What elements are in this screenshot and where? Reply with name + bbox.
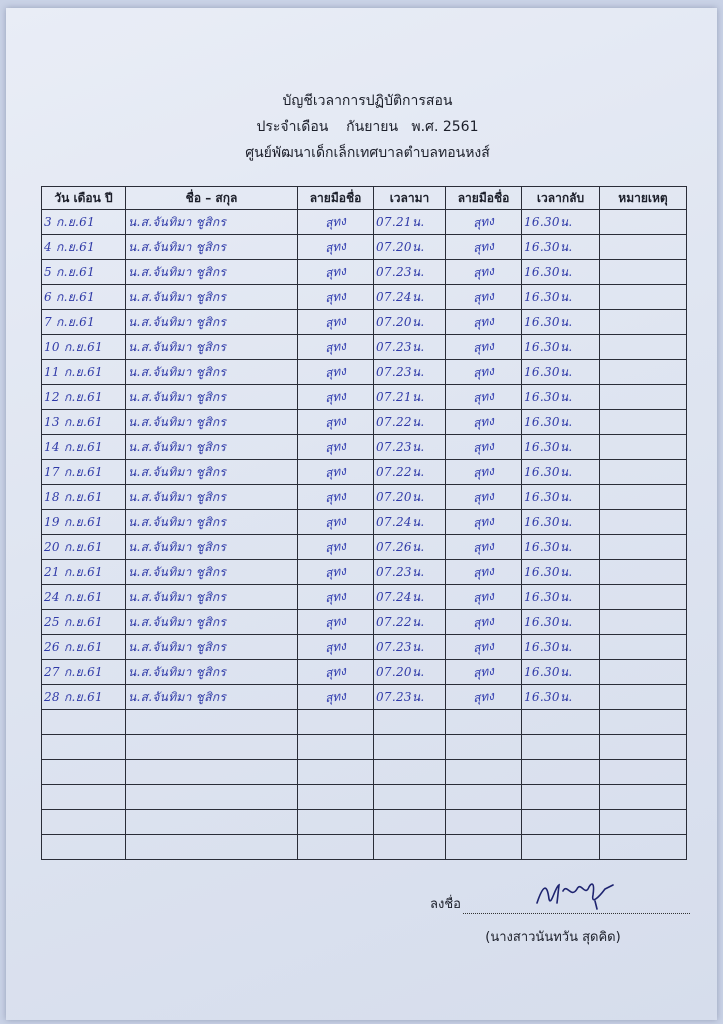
cell-date: 27 ก.ย.61 bbox=[42, 660, 126, 685]
cell-time-in: 07.20น. bbox=[374, 485, 446, 510]
cell-sig-out bbox=[446, 435, 522, 460]
attendance-rows bbox=[42, 210, 687, 860]
cell-time-in: 07.22น. bbox=[374, 610, 446, 635]
handwritten-signature: สุทง bbox=[472, 538, 495, 555]
cell-name: น.ส.จันทิมา ชูสิกร bbox=[126, 610, 298, 635]
cell-remarks bbox=[600, 535, 687, 560]
cell-sig-out bbox=[446, 335, 522, 360]
cell-sig-in bbox=[298, 585, 374, 610]
empty-cell bbox=[600, 835, 687, 860]
cell-time-out: 16.30น. bbox=[522, 410, 600, 435]
table-row-empty bbox=[42, 835, 687, 860]
cell-sig-out bbox=[446, 460, 522, 485]
cell-date: 14 ก.ย.61 bbox=[42, 435, 126, 460]
cell-sig-in bbox=[298, 335, 374, 360]
signature-dotted-line bbox=[463, 899, 690, 914]
cell-date: 19 ก.ย.61 bbox=[42, 510, 126, 535]
table-row-empty bbox=[42, 810, 687, 835]
cell-name: น.ส.จันทิมา ชูสิกร bbox=[126, 260, 298, 285]
empty-cell bbox=[126, 735, 298, 760]
handwritten-signature: สุทง bbox=[472, 338, 495, 355]
handwritten-signature bbox=[533, 877, 623, 911]
cell-name: น.ส.จันทิมา ชูสิกร bbox=[126, 385, 298, 410]
cell-time-in: 07.26น. bbox=[374, 535, 446, 560]
cell-sig-in bbox=[298, 360, 374, 385]
empty-cell bbox=[298, 735, 374, 760]
cell-name: น.ส.จันทิมา ชูสิกร bbox=[126, 410, 298, 435]
cell-sig-out bbox=[446, 585, 522, 610]
cell-time-out: 16.30น. bbox=[522, 385, 600, 410]
cell-date: 17 ก.ย.61 bbox=[42, 460, 126, 485]
empty-cell bbox=[600, 810, 687, 835]
cell-time-in: 07.22น. bbox=[374, 460, 446, 485]
cell-date: 6 ก.ย.61 bbox=[42, 285, 126, 310]
handwritten-signature: สุทง bbox=[324, 613, 347, 630]
empty-cell bbox=[374, 735, 446, 760]
cell-name: น.ส.จันทิมา ชูสิกร bbox=[126, 560, 298, 585]
cell-sig-in bbox=[298, 285, 374, 310]
handwritten-signature: สุทง bbox=[324, 313, 347, 330]
cell-time-in: 07.23น. bbox=[374, 560, 446, 585]
cell-sig-in bbox=[298, 685, 374, 710]
table-row bbox=[42, 560, 687, 585]
empty-cell bbox=[446, 835, 522, 860]
empty-cell bbox=[298, 710, 374, 735]
cell-name: น.ส.จันทิมา ชูสิกร bbox=[126, 510, 298, 535]
handwritten-signature: สุทง bbox=[324, 288, 347, 305]
cell-sig-out bbox=[446, 310, 522, 335]
cell-sig-in bbox=[298, 485, 374, 510]
empty-cell bbox=[126, 785, 298, 810]
table-row bbox=[42, 360, 687, 385]
cell-sig-out bbox=[446, 385, 522, 410]
empty-cell bbox=[42, 785, 126, 810]
cell-time-out: 16.30น. bbox=[522, 560, 600, 585]
cell-name: น.ส.จันทิมา ชูสิกร bbox=[126, 285, 298, 310]
cell-sig-out bbox=[446, 485, 522, 510]
cell-date: 3 ก.ย.61 bbox=[42, 210, 126, 235]
table-row bbox=[42, 385, 687, 410]
cell-time-out: 16.30น. bbox=[522, 310, 600, 335]
handwritten-signature: สุทง bbox=[324, 688, 347, 705]
cell-name: น.ส.จันทิมา ชูสิกร bbox=[126, 335, 298, 360]
cell-time-in: 07.24น. bbox=[374, 285, 446, 310]
handwritten-signature: สุทง bbox=[324, 488, 347, 505]
empty-cell bbox=[298, 785, 374, 810]
handwritten-signature: สุทง bbox=[324, 463, 347, 480]
handwritten-signature: สุทง bbox=[472, 313, 495, 330]
empty-cell bbox=[522, 785, 600, 810]
empty-cell bbox=[298, 760, 374, 785]
cell-time-in: 07.23น. bbox=[374, 335, 446, 360]
empty-cell bbox=[42, 760, 126, 785]
cell-time-out: 16.30น. bbox=[522, 635, 600, 660]
cell-sig-in bbox=[298, 310, 374, 335]
handwritten-signature: สุทง bbox=[472, 388, 495, 405]
sign-label: ลงชื่อ bbox=[430, 897, 461, 912]
document-sheet bbox=[6, 8, 717, 1020]
column-header-remarks: หมายเหตุ bbox=[600, 187, 687, 210]
cell-time-out: 16.30น. bbox=[522, 235, 600, 260]
cell-sig-in bbox=[298, 210, 374, 235]
empty-cell bbox=[600, 735, 687, 760]
handwritten-signature: สุทง bbox=[324, 513, 347, 530]
cell-sig-in bbox=[298, 660, 374, 685]
cell-time-out: 16.30น. bbox=[522, 485, 600, 510]
handwritten-signature: สุทง bbox=[472, 288, 495, 305]
empty-cell bbox=[446, 710, 522, 735]
empty-cell bbox=[42, 735, 126, 760]
empty-cell bbox=[42, 710, 126, 735]
handwritten-signature: สุทง bbox=[324, 438, 347, 455]
handwritten-signature: สุทง bbox=[472, 563, 495, 580]
cell-remarks bbox=[600, 210, 687, 235]
month-line: ประจำเดือน กันยายน พ.ศ. 2561 bbox=[256, 119, 479, 135]
cell-sig-out bbox=[446, 235, 522, 260]
column-header-name: ชื่อ – สกุล bbox=[126, 187, 298, 210]
cell-time-out: 16.30น. bbox=[522, 435, 600, 460]
cell-name: น.ส.จันทิมา ชูสิกร bbox=[126, 310, 298, 335]
cell-sig-out bbox=[446, 635, 522, 660]
cell-date: 7 ก.ย.61 bbox=[42, 310, 126, 335]
handwritten-signature: สุทง bbox=[472, 413, 495, 430]
cell-name: น.ส.จันทิมา ชูสิกร bbox=[126, 210, 298, 235]
cell-sig-in bbox=[298, 510, 374, 535]
empty-cell bbox=[446, 735, 522, 760]
cell-time-out: 16.30น. bbox=[522, 360, 600, 385]
table-row bbox=[42, 510, 687, 535]
column-header-signature-in: ลายมือชื่อ bbox=[298, 187, 374, 210]
table-row bbox=[42, 235, 687, 260]
cell-date: 21 ก.ย.61 bbox=[42, 560, 126, 585]
handwritten-signature: สุทง bbox=[324, 638, 347, 655]
cell-remarks bbox=[600, 660, 687, 685]
handwritten-signature: สุทง bbox=[324, 263, 347, 280]
cell-time-in: 07.20น. bbox=[374, 310, 446, 335]
cell-sig-in bbox=[298, 435, 374, 460]
handwritten-signature: สุทง bbox=[324, 563, 347, 580]
cell-time-in: 07.23น. bbox=[374, 635, 446, 660]
cell-date: 13 ก.ย.61 bbox=[42, 410, 126, 435]
cell-time-in: 07.24น. bbox=[374, 510, 446, 535]
cell-sig-in bbox=[298, 235, 374, 260]
empty-cell bbox=[374, 710, 446, 735]
cell-date: 24 ก.ย.61 bbox=[42, 585, 126, 610]
handwritten-signature: สุทง bbox=[324, 213, 347, 230]
cell-name: น.ส.จันทิมา ชูสิกร bbox=[126, 460, 298, 485]
handwritten-signature: สุทง bbox=[472, 663, 495, 680]
empty-cell bbox=[522, 760, 600, 785]
cell-remarks bbox=[600, 335, 687, 360]
cell-time-out: 16.30น. bbox=[522, 285, 600, 310]
handwritten-signature: สุทง bbox=[472, 638, 495, 655]
handwritten-signature: สุทง bbox=[324, 388, 347, 405]
cell-sig-out bbox=[446, 510, 522, 535]
handwritten-signature: สุทง bbox=[472, 238, 495, 255]
cell-time-in: 07.21น. bbox=[374, 210, 446, 235]
table-row-empty bbox=[42, 735, 687, 760]
cell-sig-out bbox=[446, 660, 522, 685]
cell-time-in: 07.23น. bbox=[374, 435, 446, 460]
cell-time-in: 07.21น. bbox=[374, 385, 446, 410]
empty-cell bbox=[600, 710, 687, 735]
table-row bbox=[42, 535, 687, 560]
cell-sig-in bbox=[298, 560, 374, 585]
table-row bbox=[42, 610, 687, 635]
cell-name: น.ส.จันทิมา ชูสิกร bbox=[126, 585, 298, 610]
empty-cell bbox=[446, 810, 522, 835]
cell-name: น.ส.จันทิมา ชูสิกร bbox=[126, 485, 298, 510]
cell-name: น.ส.จันทิมา ชูสิกร bbox=[126, 235, 298, 260]
cell-sig-out bbox=[446, 410, 522, 435]
table-row bbox=[42, 435, 687, 460]
cell-sig-out bbox=[446, 285, 522, 310]
table-row bbox=[42, 335, 687, 360]
cell-date: 28 ก.ย.61 bbox=[42, 685, 126, 710]
cell-sig-out bbox=[446, 610, 522, 635]
table-row bbox=[42, 460, 687, 485]
cell-remarks bbox=[600, 260, 687, 285]
cell-name: น.ส.จันทิมา ชูสิกร bbox=[126, 635, 298, 660]
cell-remarks bbox=[600, 235, 687, 260]
cell-remarks bbox=[600, 585, 687, 610]
table-row bbox=[42, 585, 687, 610]
handwritten-signature: สุทง bbox=[472, 213, 495, 230]
empty-cell bbox=[374, 835, 446, 860]
empty-cell bbox=[126, 760, 298, 785]
signer-name: (นางสาวนันทวัน สุดคิด) bbox=[485, 930, 621, 945]
empty-cell bbox=[522, 735, 600, 760]
cell-time-out: 16.30น. bbox=[522, 210, 600, 235]
empty-cell bbox=[522, 835, 600, 860]
cell-time-out: 16.30น. bbox=[522, 660, 600, 685]
cell-date: 25 ก.ย.61 bbox=[42, 610, 126, 635]
cell-time-out: 16.30น. bbox=[522, 460, 600, 485]
empty-cell bbox=[374, 760, 446, 785]
empty-cell bbox=[522, 710, 600, 735]
handwritten-signature: สุทง bbox=[324, 663, 347, 680]
table-row-empty bbox=[42, 760, 687, 785]
cell-time-in: 07.20น. bbox=[374, 235, 446, 260]
column-header-time-in: เวลามา bbox=[374, 187, 446, 210]
cell-remarks bbox=[600, 435, 687, 460]
column-header-date: วัน เดือน ปี bbox=[42, 187, 126, 210]
cell-sig-out bbox=[446, 535, 522, 560]
cell-remarks bbox=[600, 610, 687, 635]
cell-remarks bbox=[600, 460, 687, 485]
handwritten-signature: สุทง bbox=[472, 438, 495, 455]
signature-line bbox=[430, 893, 690, 914]
empty-cell bbox=[126, 810, 298, 835]
table-row bbox=[42, 310, 687, 335]
cell-date: 11 ก.ย.61 bbox=[42, 360, 126, 385]
cell-name: น.ส.จันทิมา ชูสิกร bbox=[126, 535, 298, 560]
cell-sig-in bbox=[298, 410, 374, 435]
table-row-empty bbox=[42, 785, 687, 810]
empty-cell bbox=[298, 835, 374, 860]
cell-remarks bbox=[600, 410, 687, 435]
cell-remarks bbox=[600, 360, 687, 385]
cell-time-in: 07.20น. bbox=[374, 660, 446, 685]
cell-time-in: 07.23น. bbox=[374, 260, 446, 285]
cell-time-out: 16.30น. bbox=[522, 685, 600, 710]
cell-time-out: 16.30น. bbox=[522, 510, 600, 535]
handwritten-signature: สุทง bbox=[472, 513, 495, 530]
table-row bbox=[42, 260, 687, 285]
cell-sig-out bbox=[446, 360, 522, 385]
table-row bbox=[42, 685, 687, 710]
handwritten-signature: สุทง bbox=[472, 613, 495, 630]
cell-sig-out bbox=[446, 260, 522, 285]
cell-sig-out bbox=[446, 560, 522, 585]
cell-time-out: 16.30น. bbox=[522, 335, 600, 360]
handwritten-signature: สุทง bbox=[324, 363, 347, 380]
cell-time-in: 07.22น. bbox=[374, 410, 446, 435]
empty-cell bbox=[522, 810, 600, 835]
cell-date: 20 ก.ย.61 bbox=[42, 535, 126, 560]
cell-remarks bbox=[600, 635, 687, 660]
handwritten-signature: สุทง bbox=[472, 688, 495, 705]
column-header-signature-out: ลายมือชื่อ bbox=[446, 187, 522, 210]
document-header bbox=[6, 88, 723, 166]
cell-remarks bbox=[600, 285, 687, 310]
handwritten-signature: สุทง bbox=[324, 413, 347, 430]
handwritten-signature: สุทง bbox=[324, 538, 347, 555]
cell-remarks bbox=[600, 510, 687, 535]
empty-cell bbox=[42, 835, 126, 860]
cell-date: 26 ก.ย.61 bbox=[42, 635, 126, 660]
cell-remarks bbox=[600, 485, 687, 510]
empty-cell bbox=[600, 760, 687, 785]
handwritten-signature: สุทง bbox=[472, 488, 495, 505]
cell-name: น.ส.จันทิมา ชูสิกร bbox=[126, 660, 298, 685]
cell-sig-in bbox=[298, 535, 374, 560]
cell-date: 4 ก.ย.61 bbox=[42, 235, 126, 260]
empty-cell bbox=[374, 785, 446, 810]
table-row bbox=[42, 410, 687, 435]
cell-name: น.ส.จันทิมา ชูสิกร bbox=[126, 685, 298, 710]
cell-date: 5 ก.ย.61 bbox=[42, 260, 126, 285]
table-header-row bbox=[42, 187, 687, 210]
cell-time-out: 16.30น. bbox=[522, 260, 600, 285]
document-title: บัญชีเวลาการปฏิบัติการสอน bbox=[282, 93, 453, 109]
handwritten-signature: สุทง bbox=[324, 588, 347, 605]
cell-remarks bbox=[600, 310, 687, 335]
center-name: ศูนย์พัฒนาเด็กเล็กเทศบาลตำบลทอนหงส์ bbox=[245, 145, 490, 161]
table-row-empty bbox=[42, 710, 687, 735]
cell-sig-in bbox=[298, 460, 374, 485]
cell-time-in: 07.23น. bbox=[374, 685, 446, 710]
table-row bbox=[42, 485, 687, 510]
cell-time-out: 16.30น. bbox=[522, 535, 600, 560]
cell-time-in: 07.23น. bbox=[374, 360, 446, 385]
cell-sig-in bbox=[298, 385, 374, 410]
cell-sig-in bbox=[298, 635, 374, 660]
empty-cell bbox=[446, 785, 522, 810]
empty-cell bbox=[446, 760, 522, 785]
empty-cell bbox=[126, 835, 298, 860]
empty-cell bbox=[42, 810, 126, 835]
cell-sig-in bbox=[298, 610, 374, 635]
handwritten-signature: สุทง bbox=[472, 588, 495, 605]
table-row bbox=[42, 635, 687, 660]
signature-block bbox=[430, 893, 690, 947]
cell-name: น.ส.จันทิมา ชูสิกร bbox=[126, 435, 298, 460]
empty-cell bbox=[298, 810, 374, 835]
handwritten-signature: สุทง bbox=[472, 463, 495, 480]
table-row bbox=[42, 285, 687, 310]
cell-remarks bbox=[600, 560, 687, 585]
handwritten-signature: สุทง bbox=[324, 238, 347, 255]
handwritten-signature: สุทง bbox=[472, 263, 495, 280]
cell-sig-out bbox=[446, 685, 522, 710]
cell-remarks bbox=[600, 385, 687, 410]
cell-time-in: 07.24น. bbox=[374, 585, 446, 610]
attendance-table bbox=[41, 186, 687, 860]
table-row bbox=[42, 210, 687, 235]
table-row bbox=[42, 660, 687, 685]
cell-date: 18 ก.ย.61 bbox=[42, 485, 126, 510]
column-header-time-out: เวลากลับ bbox=[522, 187, 600, 210]
cell-sig-out bbox=[446, 210, 522, 235]
empty-cell bbox=[374, 810, 446, 835]
handwritten-signature: สุทง bbox=[472, 363, 495, 380]
handwritten-signature: สุทง bbox=[324, 338, 347, 355]
cell-sig-in bbox=[298, 260, 374, 285]
cell-date: 10 ก.ย.61 bbox=[42, 335, 126, 360]
cell-remarks bbox=[600, 685, 687, 710]
cell-time-out: 16.30น. bbox=[522, 585, 600, 610]
empty-cell bbox=[600, 785, 687, 810]
cell-date: 12 ก.ย.61 bbox=[42, 385, 126, 410]
cell-time-out: 16.30น. bbox=[522, 610, 600, 635]
empty-cell bbox=[126, 710, 298, 735]
cell-name: น.ส.จันทิมา ชูสิกร bbox=[126, 360, 298, 385]
